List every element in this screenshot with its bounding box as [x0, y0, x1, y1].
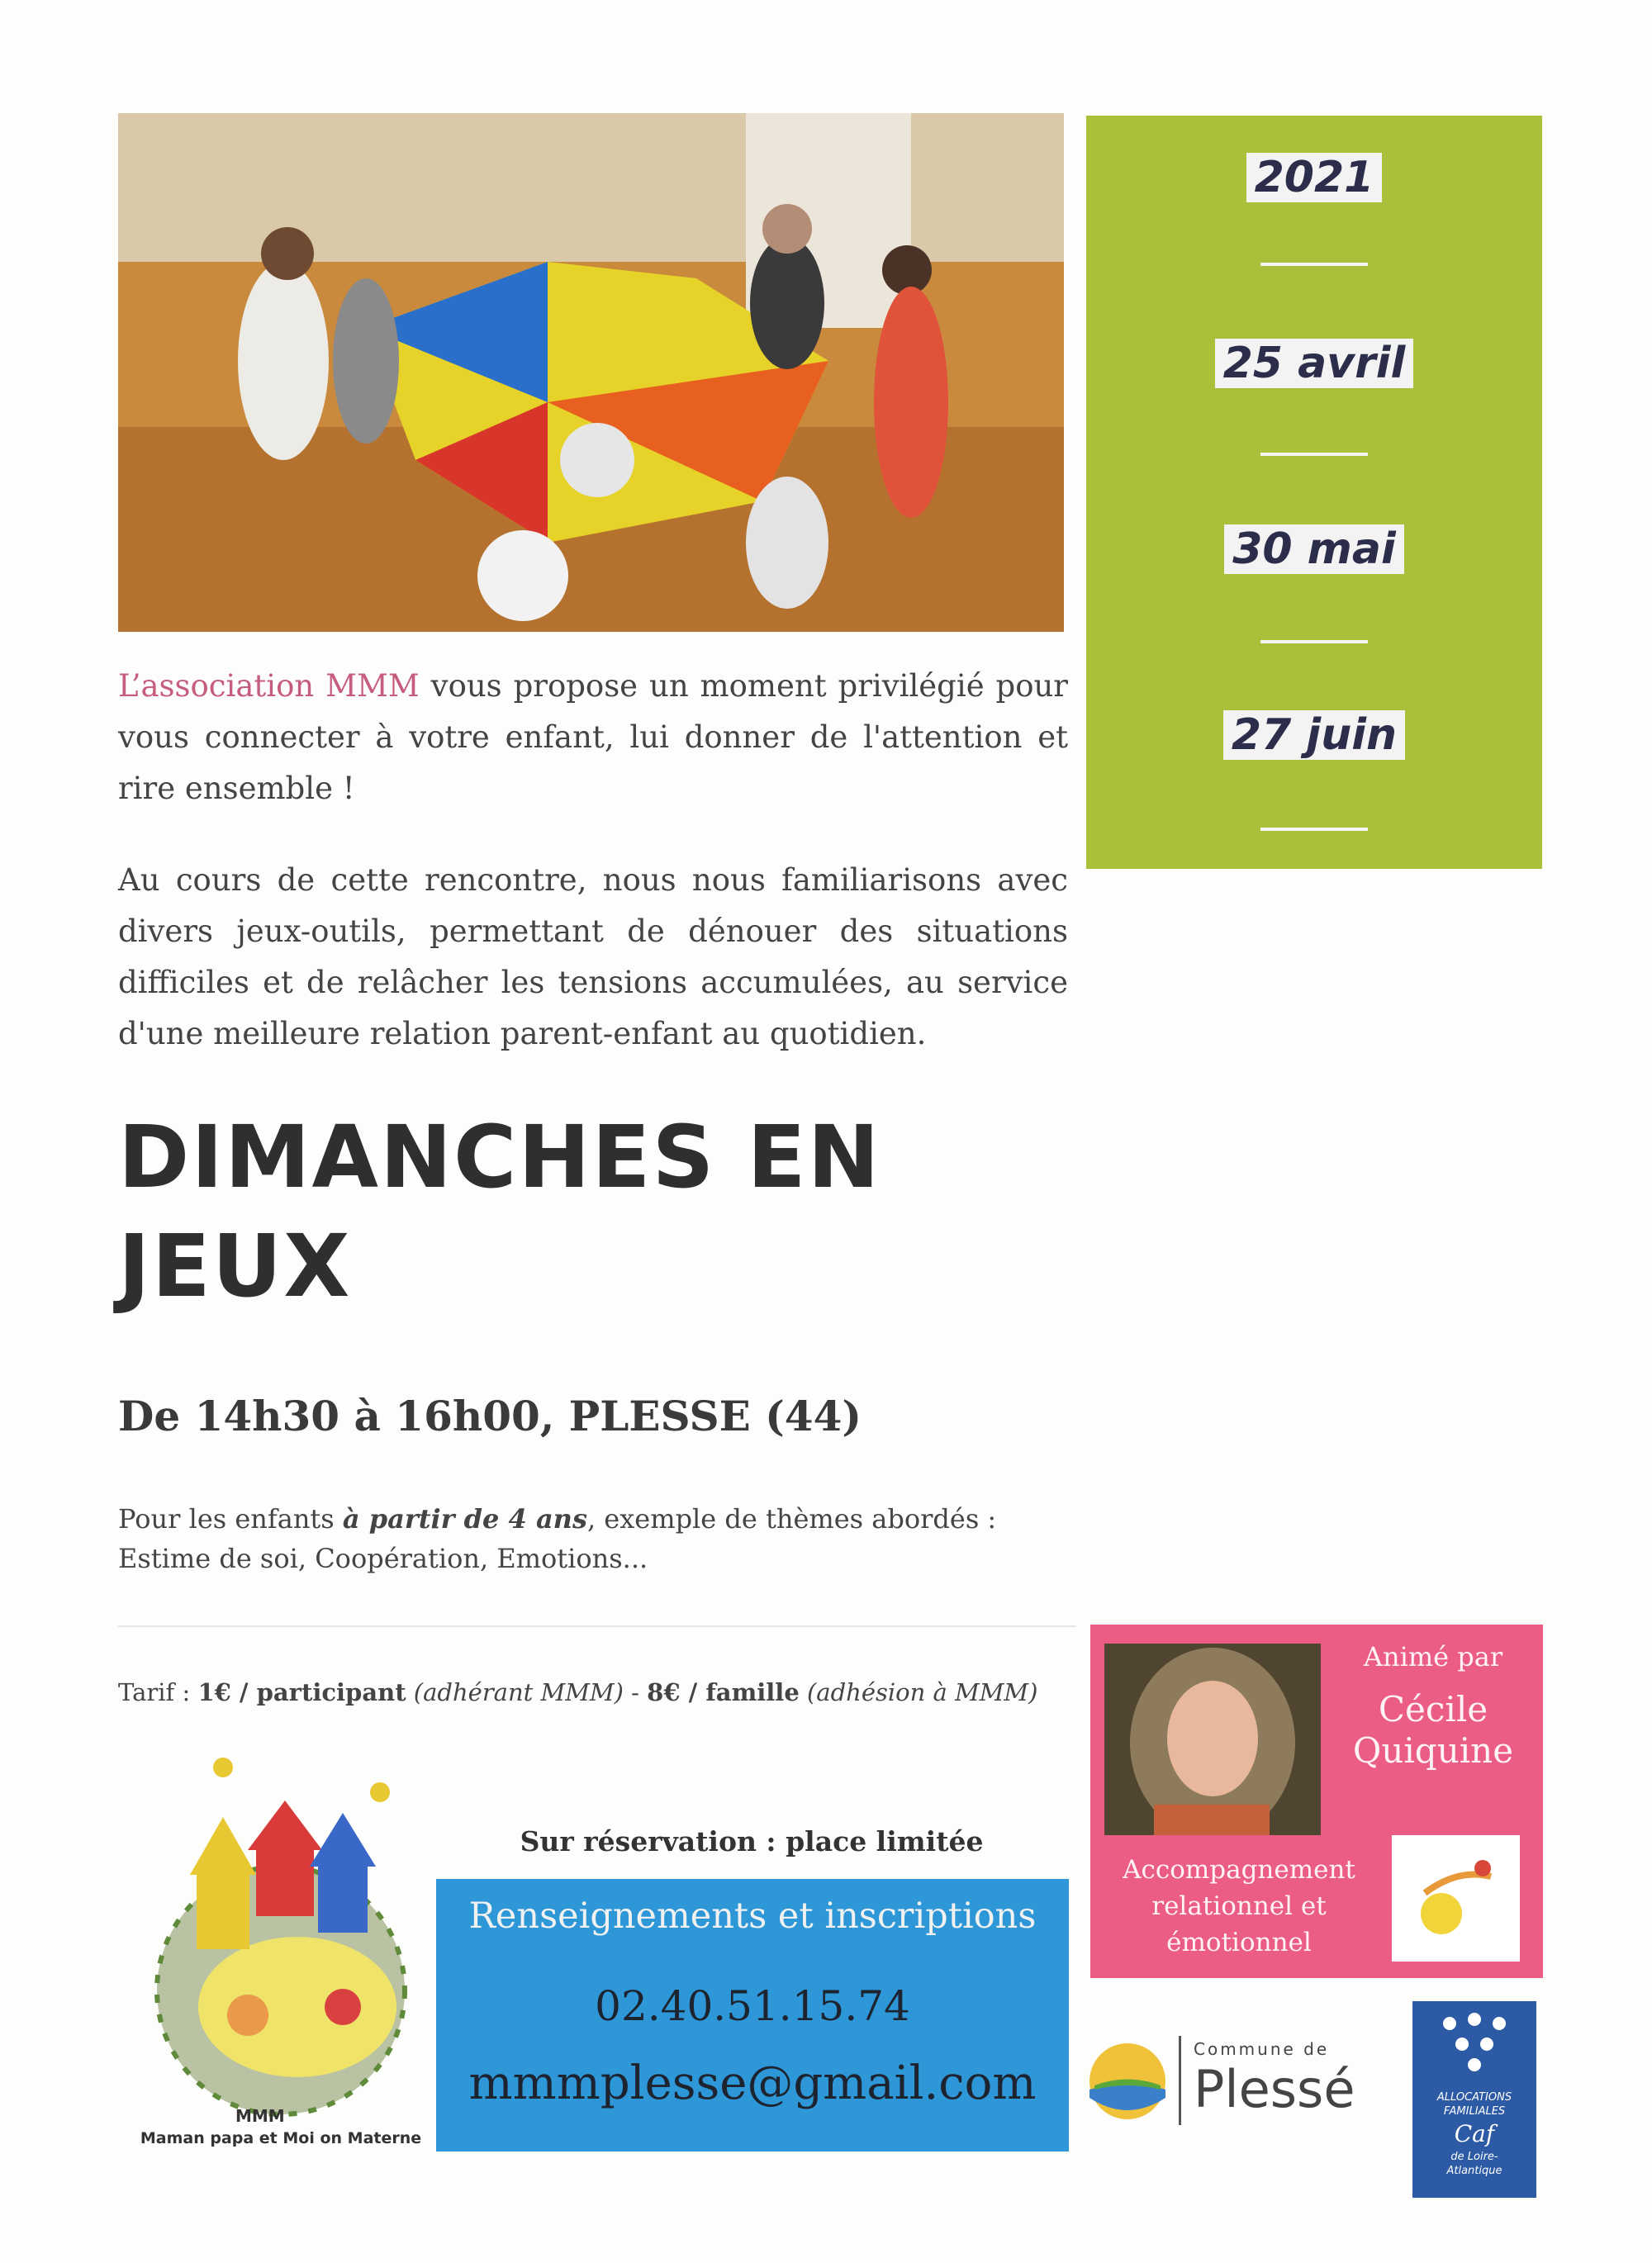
- dates-panel: [1086, 116, 1542, 869]
- divider: [1179, 2036, 1181, 2125]
- logo-tagline: Maman papa et Moi on Materne: [140, 2129, 422, 2147]
- animated-by: Animé par: [1363, 1641, 1503, 1672]
- caf-line-1: ALLOCATIONS: [1436, 2091, 1512, 2104]
- audience-suffix: , exemple de thèmes abordés :: [586, 1503, 997, 1535]
- mmm-logo: [132, 1743, 430, 2164]
- price-note-1: (adhérant MMM): [406, 1678, 632, 1706]
- separator: -: [631, 1678, 648, 1706]
- commune-name: Plessé: [1194, 2059, 1355, 2119]
- logo-name: MMM: [235, 2106, 285, 2126]
- price-family: 8€ / famille: [647, 1678, 800, 1706]
- intro-text: vous propose un moment privilégié pour vous connecter à votre enfant, lui donner de l'attention et rire ensemble !: [118, 668, 1068, 806]
- description-paragraph: Au cours de cette rencontre, nous nous familiarisons avec divers jeux-outils, permettant de dénouer des situations difficiles et de relâcher les tensions accumulées, au service d'une meilleure relation parent-enfant au quotidien.: [118, 862, 1068, 1051]
- divider: [1260, 828, 1368, 831]
- caf-line-5: Atlantique: [1446, 2165, 1502, 2177]
- desc-line-3: émotionnel: [1166, 1928, 1312, 1957]
- tarif-label: Tarif :: [118, 1678, 198, 1706]
- divider: [118, 1625, 1076, 1627]
- divider: [1260, 453, 1368, 456]
- event-title: [118, 1103, 1076, 1321]
- animator-last-name: Quiquine: [1352, 1730, 1514, 1771]
- contact-heading: Renseignements et inscriptions: [468, 1895, 1037, 1937]
- caf-line-4: de Loire-: [1450, 2151, 1498, 2163]
- animator-first-name: Cécile: [1378, 1689, 1488, 1729]
- divider: [1260, 263, 1368, 266]
- contact-email[interactable]: mmmplesse@gmail.com: [468, 2057, 1037, 2110]
- price-participant: 1€ / participant: [197, 1678, 406, 1706]
- caf-logo: [1412, 2001, 1536, 2198]
- activity-photo: [118, 113, 1064, 632]
- tarif-line: [118, 1678, 1037, 1706]
- animator-portrait: [1104, 1644, 1321, 1835]
- date-item: 30 mai: [1086, 524, 1542, 574]
- intro-paragraph: [118, 661, 1068, 814]
- animator-description: [1090, 1852, 1388, 1961]
- year-label: 2021: [1086, 153, 1542, 202]
- title-line-2: JEUX: [118, 1216, 352, 1317]
- desc-line-2: relationnel et: [1151, 1891, 1327, 1921]
- desc-line-1: Accompagnement: [1123, 1855, 1355, 1885]
- caf-line-2: FAMILIALES: [1443, 2105, 1506, 2118]
- commune-logo: [1086, 2036, 1400, 2127]
- price-note-2: (adhésion à MMM): [799, 1678, 1038, 1706]
- partner-logo: [1392, 1835, 1520, 1962]
- schedule: De 14h30 à 16h00, PLESSE (44): [118, 1392, 862, 1440]
- association-name: L’association MMM: [118, 668, 420, 704]
- contact-box: [436, 1879, 1069, 2152]
- date-item: 27 juin: [1086, 710, 1542, 760]
- contact-phone[interactable]: 02.40.51.15.74: [595, 1982, 910, 2030]
- date-item: 25 avril: [1086, 339, 1542, 388]
- themes: Estime de soi, Coopération, Emotions...: [118, 1543, 648, 1574]
- commune-label: Commune de: [1194, 2039, 1330, 2059]
- caf-text: [1412, 2090, 1536, 2178]
- caf-line-3: Caf: [1454, 2120, 1495, 2147]
- divider: [1260, 640, 1368, 643]
- title-line-1: DIMANCHES EN: [118, 1107, 881, 1207]
- reservation-note: Sur réservation : place limitée: [520, 1825, 984, 1857]
- audience-info: [118, 1499, 1076, 1578]
- age-emphasis: à partir de 4 ans: [342, 1503, 587, 1535]
- audience-prefix: Pour les enfants: [118, 1503, 343, 1535]
